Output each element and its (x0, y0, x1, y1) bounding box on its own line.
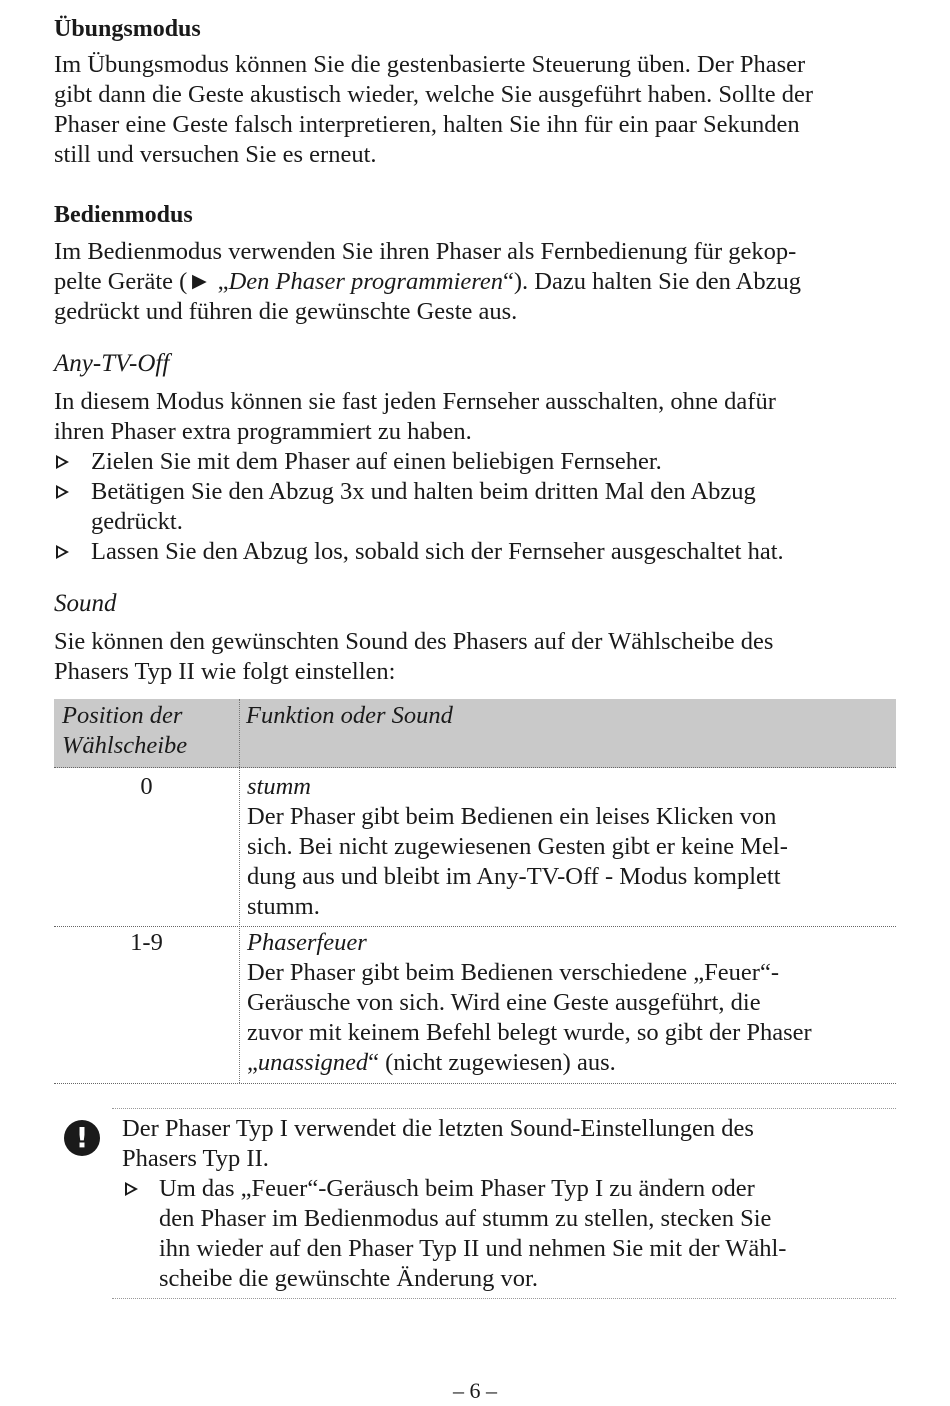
column-header-function: Funktion oder Sound (246, 702, 453, 729)
text-line (54, 267, 896, 297)
triangle-bullet-icon (56, 485, 69, 499)
ref-prefix: pelte Geräte (► „ (54, 268, 229, 295)
quote-open: „ (247, 1049, 258, 1076)
line-rest: “ (nicht zugewiesen) aus. (368, 1049, 616, 1076)
sound-name: stumm (247, 773, 311, 800)
text-line: Phasers Typ II wie folgt einstellen: (54, 658, 396, 685)
list-item (54, 477, 896, 537)
text-line: Der Phaser Typ I verwendet die letzten Sound-Einstellungen des (122, 1115, 754, 1142)
text-line: Der Phaser gibt beim Bedienen verschiedene „Feuer“- (247, 959, 779, 986)
italic-term: unassigned (257, 1049, 369, 1076)
row-divider (54, 926, 896, 927)
list-item (122, 1174, 896, 1294)
triangle-bullet-icon (56, 455, 69, 469)
text-line: Betätigen Sie den Abzug 3x und halten beim dritten Mal den Abzug (91, 478, 756, 505)
note-box (54, 1108, 896, 1298)
text-line: ihren Phaser extra programmiert zu haben. (54, 418, 472, 445)
heading-uebungsmodus: Übungsmodus (54, 16, 201, 42)
heading-bedienmodus: Bedienmodus (54, 202, 193, 228)
text-line: sich. Bei nicht zugewiesenen Gesten gibt er keine Mel- (247, 833, 788, 860)
note-bottom-border (112, 1298, 896, 1299)
column-divider (239, 699, 240, 1083)
list-item (54, 537, 896, 567)
text-line: Um das „Feuer“-Geräusch beim Phaser Typ I zu ändern oder (159, 1175, 755, 1202)
text-line: Phasers Typ II. (122, 1145, 269, 1172)
position-cell: 0 (140, 773, 153, 800)
sound-text (54, 627, 896, 687)
any-tv-off-steps (54, 447, 896, 567)
triangle-bullet-icon (56, 545, 69, 559)
list-item (54, 447, 896, 477)
ref-suffix: “). Dazu halten Sie den Abzug (503, 268, 801, 295)
text-line: Lassen Sie den Abzug los, sobald sich der Fernseher ausgeschaltet hat. (91, 538, 784, 565)
description-cell (247, 928, 892, 1078)
cross-reference-link[interactable]: Den Phaser programmieren (228, 268, 504, 295)
sound-name: Phaserfeuer (247, 929, 367, 956)
text-line: den Phaser im Bedienmodus auf stumm zu stellen, stecken Sie (159, 1205, 772, 1232)
text-line: Phaser eine Geste falsch interpretieren, halten Sie ihn für ein paar Sekunden (54, 111, 800, 138)
description-cell (247, 772, 892, 922)
text-line: Der Phaser gibt beim Bedienen ein leises Klicken von (247, 803, 777, 830)
text-line: ihn wieder auf den Phaser Typ II und nehmen Sie mit der Wähl- (159, 1235, 787, 1262)
table-header (54, 699, 896, 768)
heading-sound: Sound (54, 590, 117, 617)
text-line: In diesem Modus können sie fast jeden Fernseher ausschalten, ohne dafür (54, 388, 776, 415)
text-line: scheibe die gewünschte Änderung vor. (159, 1265, 538, 1292)
note-top-border (112, 1108, 896, 1109)
text-line: stumm. (247, 893, 320, 920)
column-header-position (62, 701, 232, 761)
text-line: Im Bedienmodus verwenden Sie ihren Phaser als Fernbedienung für gekop- (54, 238, 797, 265)
text-line: Zielen Sie mit dem Phaser auf einen beliebigen Fernseher. (91, 448, 662, 475)
note-text (122, 1114, 896, 1294)
exclamation-warning-icon: ! (64, 1120, 100, 1156)
text-line: dung aus und bleibt im Any-TV-Off - Modus komplett (247, 863, 781, 890)
bedienmodus-text (54, 237, 896, 327)
text-line (247, 1048, 892, 1078)
text-line: gedrückt und führen die gewünschte Geste aus. (54, 298, 518, 325)
text-line: still und versuchen Sie es erneut. (54, 141, 377, 168)
text-line: gibt dann die Geste akustisch wieder, welche Sie ausgeführt haben. Sollte der (54, 81, 813, 108)
text-line: Sie können den gewünschten Sound des Phasers auf der Wählscheibe des (54, 628, 774, 655)
triangle-bullet-icon (125, 1182, 138, 1196)
text-line: Geräusche von sich. Wird eine Geste ausgeführt, die (247, 989, 761, 1016)
table-bottom-border (54, 1083, 896, 1084)
text-line: zuvor mit keinem Befehl belegt wurde, so gibt der Phaser (247, 1019, 812, 1046)
position-cell: 1-9 (130, 929, 163, 956)
any-tv-off-text (54, 387, 896, 447)
page-number: – 6 – (453, 1378, 497, 1403)
header-line: Position der (62, 702, 183, 729)
header-line: Wählscheibe (62, 732, 188, 759)
text-line: gedrückt. (91, 508, 183, 535)
heading-any-tv-off: Any-TV-Off (54, 350, 170, 377)
uebungsmodus-text (54, 50, 896, 170)
text-line: Im Übungsmodus können Sie die gestenbasierte Steuerung üben. Der Phaser (54, 51, 806, 78)
